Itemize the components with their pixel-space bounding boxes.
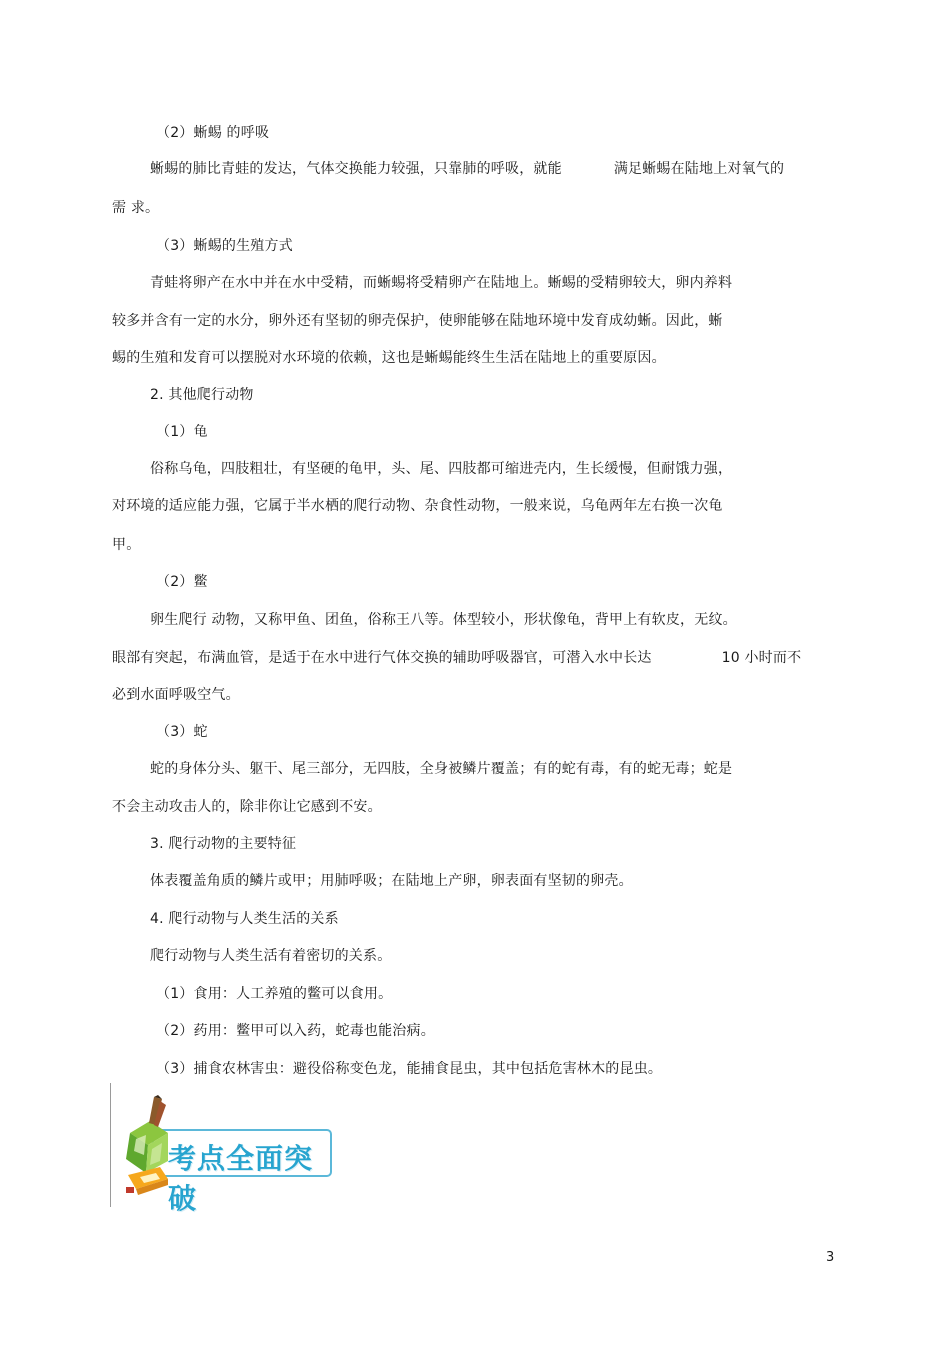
- paragraph-line: 必到水面呼吸空气。: [112, 687, 240, 703]
- divider: [110, 1083, 111, 1207]
- paragraph-line: 蛇的身体分头、躯干、尾三部分，无四肢，全身被鳞片覆盖；有的蛇有毒，有的蛇无毒；蛇是: [150, 761, 733, 777]
- text-span: 10 小时而不: [721, 650, 802, 666]
- subheading: （2）蜥蜴 的呼吸: [156, 125, 270, 141]
- text-span: 蜥蜴的肺比青蛙的发达，气体交换能力较强，只靠肺的呼吸，就能: [150, 161, 562, 177]
- paragraph-line: 爬行动物与人类生活有着密切的关系。: [150, 948, 392, 964]
- badge-label: 考点全面突破: [168, 1142, 314, 1215]
- paragraph-line: 需 求。: [112, 200, 160, 216]
- subheading: （2）鳖: [156, 574, 208, 590]
- text-span: 眼部有突起，布满血管，是适于在水中进行气体交换的辅助呼吸器官，可潜入水中长达: [112, 650, 652, 666]
- paragraph-line: 体表覆盖角质的鳞片或甲；用肺呼吸；在陆地上产卵，卵表面有坚韧的卵壳。: [150, 873, 633, 889]
- subheading: （3）蜥蜴的生殖方式: [156, 238, 293, 254]
- section-heading: 3. 爬行动物的主要特征: [150, 836, 297, 852]
- subheading: （3）蛇: [156, 724, 208, 740]
- section-heading: 2. 其他爬行动物: [150, 387, 254, 403]
- subheading: （1）龟: [156, 424, 208, 440]
- paragraph-line: 卵生爬行 动物，又称甲鱼、团鱼，俗称王八等。体型较小，形状像龟，背甲上有软皮，无纹。: [150, 612, 737, 628]
- paragraph-line: [150, 159, 784, 179]
- paragraph-line: [112, 648, 801, 668]
- list-item: （2）药用：鳖甲可以入药，蛇毒也能治病。: [156, 1023, 435, 1039]
- paragraph-line: 甲。: [112, 537, 141, 553]
- paragraph-line: 俗称乌龟，四肢粗壮，有坚硬的龟甲，头、尾、四肢都可缩进壳内，生长缓慢，但耐饿力强，: [150, 461, 733, 477]
- paragraph-line: 较多并含有一定的水分，卵外还有坚韧的卵壳保护，使卵能够在陆地环境中发育成幼蜥。因此，蜥: [112, 313, 723, 329]
- paragraph-line: 青蛙将卵产在水中并在水中受精，而蜥蜴将受精卵产在陆地上。蜥蜴的受精卵较大，卵内养料: [150, 275, 733, 291]
- list-item: （3）捕食农林害虫：避役俗称变色龙，能捕食昆虫，其中包括危害林木的昆虫。: [156, 1061, 663, 1077]
- list-item: （1）食用：人工养殖的鳖可以食用。: [156, 986, 393, 1002]
- section-badge: [110, 1083, 332, 1215]
- page-number: 3: [826, 1250, 835, 1265]
- section-heading: 4. 爬行动物与人类生活的关系: [150, 911, 339, 927]
- paragraph-line: 不会主动攻击人的，除非你让它感到不安。: [112, 799, 382, 815]
- paragraph-line: 对环境的适应能力强，它属于半水栖的爬行动物、杂食性动物，一般来说，乌龟两年左右换一次龟: [112, 498, 723, 514]
- paragraph-line: 蜴的生殖和发育可以摆脱对水环境的依赖，这也是蜥蜴能终生生活在陆地上的重要原因。: [112, 350, 666, 366]
- text-span: 满足蜥蜴在陆地上对氧气的: [613, 161, 785, 177]
